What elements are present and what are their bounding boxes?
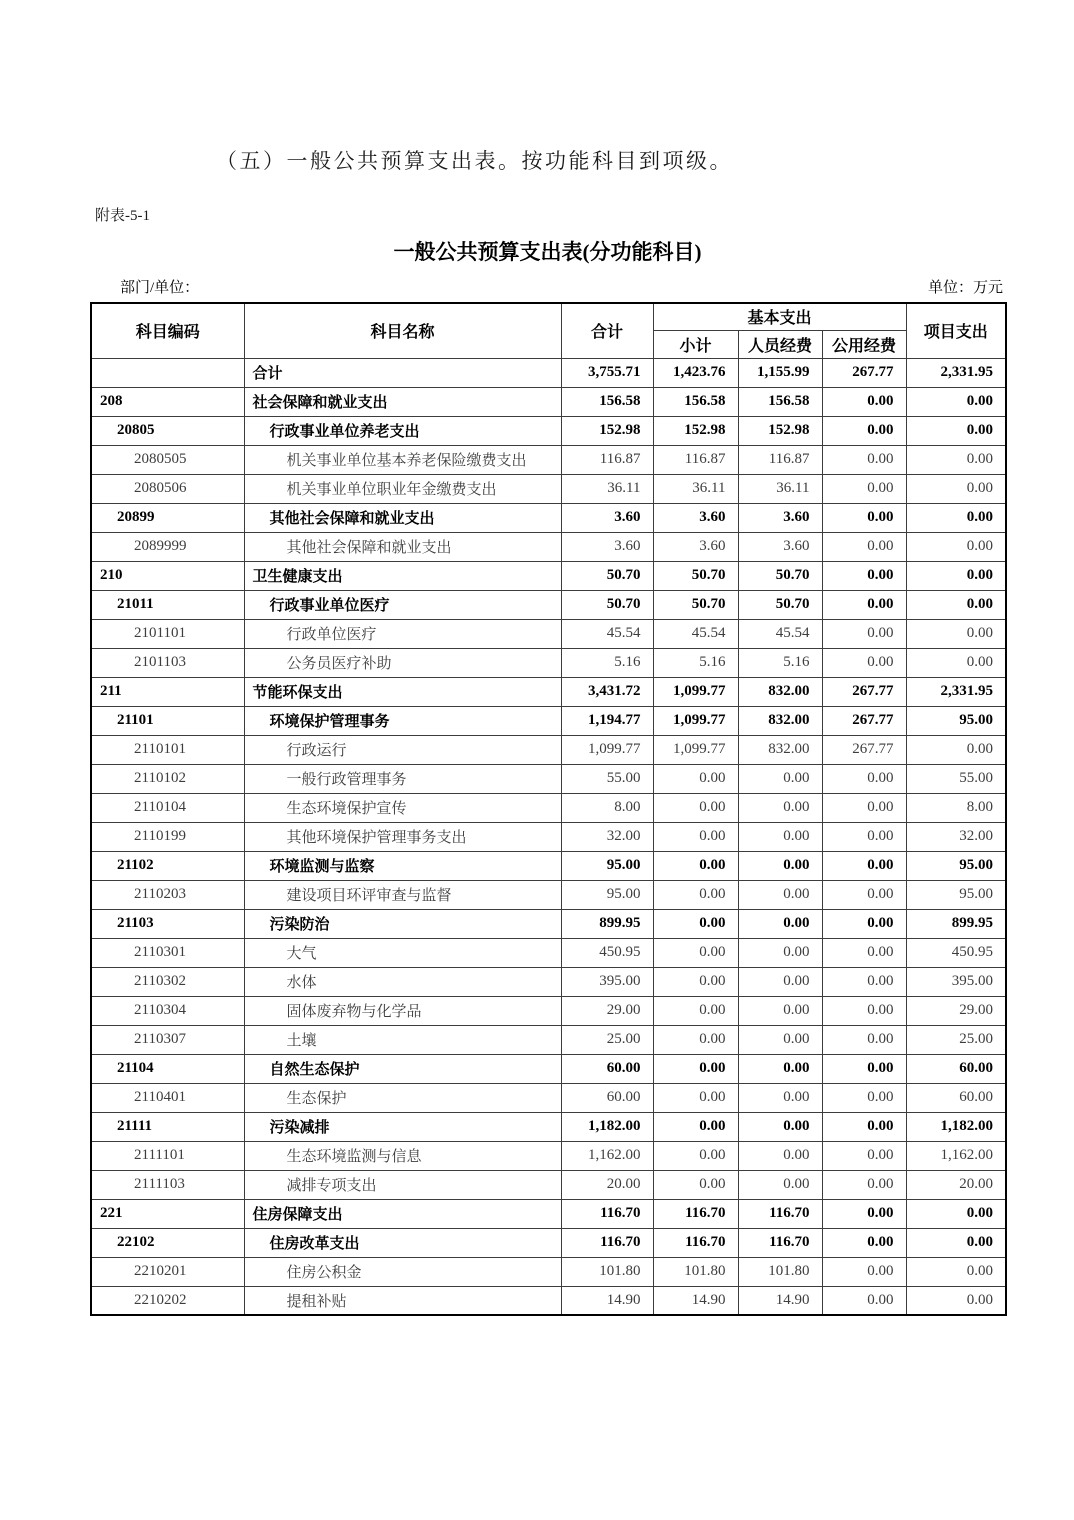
cell-public: 0.00 [822, 851, 906, 880]
cell-project: 1,182.00 [906, 1112, 1006, 1141]
cell-project: 899.95 [906, 909, 1006, 938]
cell-total: 156.58 [561, 387, 653, 416]
cell-project: 1,162.00 [906, 1141, 1006, 1170]
cell-project: 25.00 [906, 1025, 1006, 1054]
cell-subject-code: 21103 [91, 909, 244, 938]
cell-project: 0.00 [906, 648, 1006, 677]
cell-subject-code: 21101 [91, 706, 244, 735]
cell-basic-subtotal: 0.00 [653, 996, 738, 1025]
cell-project: 29.00 [906, 996, 1006, 1025]
cell-public: 0.00 [822, 1170, 906, 1199]
cell-subject-name: 土壤 [244, 1025, 561, 1054]
cell-public: 0.00 [822, 590, 906, 619]
cell-basic-subtotal: 36.11 [653, 474, 738, 503]
header-public: 公用经费 [822, 330, 906, 358]
cell-total: 152.98 [561, 416, 653, 445]
cell-subject-code: 2111103 [91, 1170, 244, 1199]
cell-total: 29.00 [561, 996, 653, 1025]
cell-total: 25.00 [561, 1025, 653, 1054]
cell-total: 5.16 [561, 648, 653, 677]
table-row [91, 387, 1006, 416]
cell-personnel: 152.98 [738, 416, 822, 445]
cell-basic-subtotal: 0.00 [653, 793, 738, 822]
table-row [91, 880, 1006, 909]
table-row [91, 1199, 1006, 1228]
table-row [91, 735, 1006, 764]
cell-basic-subtotal: 116.70 [653, 1228, 738, 1257]
cell-personnel: 0.00 [738, 851, 822, 880]
cell-public: 0.00 [822, 1083, 906, 1112]
cell-project: 60.00 [906, 1083, 1006, 1112]
cell-personnel: 14.90 [738, 1286, 822, 1315]
cell-personnel: 0.00 [738, 1141, 822, 1170]
cell-subject-code: 2110104 [91, 793, 244, 822]
cell-public: 267.77 [822, 706, 906, 735]
cell-project: 2,331.95 [906, 677, 1006, 706]
header-total: 合计 [561, 303, 653, 358]
cell-project: 95.00 [906, 880, 1006, 909]
cell-subject-name: 其他社会保障和就业支出 [244, 503, 561, 532]
cell-personnel: 832.00 [738, 706, 822, 735]
cell-personnel: 116.70 [738, 1228, 822, 1257]
cell-basic-subtotal: 1,423.76 [653, 358, 738, 387]
cell-public: 267.77 [822, 358, 906, 387]
cell-subject-code: 2080505 [91, 445, 244, 474]
cell-subject-name: 生态环境保护宣传 [244, 793, 561, 822]
cell-subject-code: 21104 [91, 1054, 244, 1083]
cell-personnel: 156.58 [738, 387, 822, 416]
table-row [91, 1286, 1006, 1315]
cell-subject-code: 2080506 [91, 474, 244, 503]
cell-public: 0.00 [822, 648, 906, 677]
cell-subject-code: 210 [91, 561, 244, 590]
cell-project: 8.00 [906, 793, 1006, 822]
cell-personnel: 116.70 [738, 1199, 822, 1228]
cell-basic-subtotal: 0.00 [653, 851, 738, 880]
cell-basic-subtotal: 45.54 [653, 619, 738, 648]
cell-subject-name: 社会保障和就业支出 [244, 387, 561, 416]
cell-total: 45.54 [561, 619, 653, 648]
cell-public: 267.77 [822, 735, 906, 764]
cell-public: 0.00 [822, 387, 906, 416]
cell-total: 95.00 [561, 880, 653, 909]
cell-basic-subtotal: 0.00 [653, 1141, 738, 1170]
cell-project: 0.00 [906, 416, 1006, 445]
table-header [91, 303, 1006, 358]
cell-public: 0.00 [822, 532, 906, 561]
table-row [91, 909, 1006, 938]
section-heading: （五）一般公共预算支出表。按功能科目到项级。 [216, 149, 733, 173]
table-row [91, 1025, 1006, 1054]
cell-subject-name: 水体 [244, 967, 561, 996]
cell-total: 116.87 [561, 445, 653, 474]
cell-subject-code: 21102 [91, 851, 244, 880]
cell-public: 0.00 [822, 1257, 906, 1286]
cell-subject-code: 208 [91, 387, 244, 416]
cell-subject-code: 21111 [91, 1112, 244, 1141]
cell-subject-name: 机关事业单位职业年金缴费支出 [244, 474, 561, 503]
table-row [91, 706, 1006, 735]
cell-subject-name: 自然生态保护 [244, 1054, 561, 1083]
cell-basic-subtotal: 0.00 [653, 1025, 738, 1054]
cell-subject-name: 公务员医疗补助 [244, 648, 561, 677]
cell-basic-subtotal: 116.70 [653, 1199, 738, 1228]
table-row [91, 1083, 1006, 1112]
cell-subject-name: 行政事业单位养老支出 [244, 416, 561, 445]
cell-project: 0.00 [906, 619, 1006, 648]
cell-subject-code: 221 [91, 1199, 244, 1228]
cell-total: 1,182.00 [561, 1112, 653, 1141]
cell-subject-name: 大气 [244, 938, 561, 967]
table-row [91, 996, 1006, 1025]
cell-public: 0.00 [822, 1228, 906, 1257]
table-row [91, 938, 1006, 967]
table-row [91, 793, 1006, 822]
cell-public: 0.00 [822, 1199, 906, 1228]
table-row [91, 648, 1006, 677]
cell-total: 20.00 [561, 1170, 653, 1199]
cell-project: 0.00 [906, 532, 1006, 561]
cell-subject-code: 21011 [91, 590, 244, 619]
cell-subject-code: 2110101 [91, 735, 244, 764]
cell-public: 0.00 [822, 619, 906, 648]
table-row [91, 967, 1006, 996]
cell-project: 0.00 [906, 561, 1006, 590]
cell-subject-code: 2110304 [91, 996, 244, 1025]
unit-label: 单位：万元 [927, 280, 1003, 296]
cell-basic-subtotal: 0.00 [653, 764, 738, 793]
cell-subject-name: 减排专项支出 [244, 1170, 561, 1199]
cell-subject-name: 提租补贴 [244, 1286, 561, 1315]
cell-subject-code: 2101101 [91, 619, 244, 648]
cell-basic-subtotal: 50.70 [653, 590, 738, 619]
cell-project: 0.00 [906, 503, 1006, 532]
cell-subject-name: 住房公积金 [244, 1257, 561, 1286]
cell-subject-code: 20805 [91, 416, 244, 445]
cell-personnel: 0.00 [738, 1054, 822, 1083]
cell-total: 36.11 [561, 474, 653, 503]
cell-basic-subtotal: 0.00 [653, 1054, 738, 1083]
cell-subject-code: 211 [91, 677, 244, 706]
cell-total: 1,099.77 [561, 735, 653, 764]
table-row [91, 1228, 1006, 1257]
cell-basic-subtotal: 14.90 [653, 1286, 738, 1315]
cell-project: 95.00 [906, 851, 1006, 880]
cell-project: 0.00 [906, 590, 1006, 619]
cell-total: 32.00 [561, 822, 653, 851]
header-code: 科目编码 [91, 303, 244, 358]
cell-total: 8.00 [561, 793, 653, 822]
cell-total: 14.90 [561, 1286, 653, 1315]
cell-basic-subtotal: 3.60 [653, 532, 738, 561]
cell-project: 60.00 [906, 1054, 1006, 1083]
cell-subject-name: 住房保障支出 [244, 1199, 561, 1228]
cell-public: 0.00 [822, 764, 906, 793]
header-project: 项目支出 [906, 303, 1006, 358]
cell-project: 0.00 [906, 735, 1006, 764]
cell-project: 20.00 [906, 1170, 1006, 1199]
cell-basic-subtotal: 50.70 [653, 561, 738, 590]
cell-total: 55.00 [561, 764, 653, 793]
cell-subject-code: 2089999 [91, 532, 244, 561]
header-basic-subtotal: 小计 [653, 330, 738, 358]
cell-public: 0.00 [822, 1141, 906, 1170]
cell-basic-subtotal: 152.98 [653, 416, 738, 445]
table-row [91, 503, 1006, 532]
cell-project: 95.00 [906, 706, 1006, 735]
cell-subject-name: 固体废弃物与化学品 [244, 996, 561, 1025]
cell-total: 1,162.00 [561, 1141, 653, 1170]
cell-subject-name: 节能环保支出 [244, 677, 561, 706]
cell-total: 450.95 [561, 938, 653, 967]
cell-basic-subtotal: 5.16 [653, 648, 738, 677]
cell-personnel: 45.54 [738, 619, 822, 648]
table-row [91, 590, 1006, 619]
cell-personnel: 832.00 [738, 677, 822, 706]
cell-basic-subtotal: 116.87 [653, 445, 738, 474]
table-row [91, 851, 1006, 880]
cell-public: 0.00 [822, 416, 906, 445]
cell-subject-code [91, 358, 244, 387]
cell-personnel: 0.00 [738, 793, 822, 822]
cell-basic-subtotal: 0.00 [653, 880, 738, 909]
cell-subject-name: 行政单位医疗 [244, 619, 561, 648]
cell-personnel: 1,155.99 [738, 358, 822, 387]
table-row [91, 1257, 1006, 1286]
cell-basic-subtotal: 0.00 [653, 938, 738, 967]
cell-project: 0.00 [906, 445, 1006, 474]
cell-basic-subtotal: 156.58 [653, 387, 738, 416]
cell-public: 0.00 [822, 503, 906, 532]
cell-project: 0.00 [906, 1228, 1006, 1257]
cell-basic-subtotal: 1,099.77 [653, 706, 738, 735]
cell-subject-name: 污染减排 [244, 1112, 561, 1141]
cell-subject-code: 2110307 [91, 1025, 244, 1054]
cell-subject-name: 环境监测与监察 [244, 851, 561, 880]
cell-basic-subtotal: 0.00 [653, 1083, 738, 1112]
cell-public: 0.00 [822, 967, 906, 996]
table-row [91, 474, 1006, 503]
table-row [91, 764, 1006, 793]
cell-subject-code: 2110203 [91, 880, 244, 909]
cell-personnel: 5.16 [738, 648, 822, 677]
cell-total: 3,431.72 [561, 677, 653, 706]
table-row [91, 1112, 1006, 1141]
cell-personnel: 50.70 [738, 590, 822, 619]
cell-project: 395.00 [906, 967, 1006, 996]
cell-personnel: 0.00 [738, 764, 822, 793]
cell-personnel: 0.00 [738, 967, 822, 996]
cell-total: 116.70 [561, 1228, 653, 1257]
cell-basic-subtotal: 0.00 [653, 967, 738, 996]
annex-label: 附表-5-1 [95, 208, 150, 224]
cell-subject-name: 行政事业单位医疗 [244, 590, 561, 619]
cell-personnel: 0.00 [738, 822, 822, 851]
cell-personnel: 0.00 [738, 1025, 822, 1054]
cell-subject-name: 机关事业单位基本养老保险缴费支出 [244, 445, 561, 474]
cell-public: 0.00 [822, 1112, 906, 1141]
cell-public: 0.00 [822, 909, 906, 938]
cell-total: 116.70 [561, 1199, 653, 1228]
page-title: 一般公共预算支出表(分功能科目) [393, 240, 702, 264]
cell-subject-name: 生态环境监测与信息 [244, 1141, 561, 1170]
cell-subject-name: 其他环境保护管理事务支出 [244, 822, 561, 851]
header-name: 科目名称 [244, 303, 561, 358]
cell-total: 395.00 [561, 967, 653, 996]
cell-subject-name: 卫生健康支出 [244, 561, 561, 590]
cell-personnel: 36.11 [738, 474, 822, 503]
cell-personnel: 0.00 [738, 1112, 822, 1141]
cell-total: 3.60 [561, 532, 653, 561]
cell-total: 60.00 [561, 1054, 653, 1083]
cell-project: 55.00 [906, 764, 1006, 793]
cell-subject-code: 2210202 [91, 1286, 244, 1315]
cell-total: 50.70 [561, 561, 653, 590]
cell-basic-subtotal: 1,099.77 [653, 735, 738, 764]
cell-personnel: 0.00 [738, 880, 822, 909]
cell-personnel: 0.00 [738, 1170, 822, 1199]
cell-personnel: 116.87 [738, 445, 822, 474]
cell-project: 0.00 [906, 1199, 1006, 1228]
cell-personnel: 0.00 [738, 1083, 822, 1112]
cell-project: 32.00 [906, 822, 1006, 851]
cell-basic-subtotal: 1,099.77 [653, 677, 738, 706]
cell-personnel: 832.00 [738, 735, 822, 764]
cell-subject-name: 建设项目环评审查与监督 [244, 880, 561, 909]
cell-subject-code: 2210201 [91, 1257, 244, 1286]
table-row [91, 1141, 1006, 1170]
cell-project: 2,331.95 [906, 358, 1006, 387]
cell-subject-code: 2111101 [91, 1141, 244, 1170]
cell-subject-code: 2110301 [91, 938, 244, 967]
cell-basic-subtotal: 0.00 [653, 1112, 738, 1141]
cell-basic-subtotal: 0.00 [653, 1170, 738, 1199]
cell-public: 0.00 [822, 996, 906, 1025]
table-row [91, 822, 1006, 851]
cell-basic-subtotal: 0.00 [653, 822, 738, 851]
cell-public: 0.00 [822, 1025, 906, 1054]
cell-public: 0.00 [822, 474, 906, 503]
cell-total: 101.80 [561, 1257, 653, 1286]
table-row [91, 677, 1006, 706]
cell-public: 0.00 [822, 938, 906, 967]
cell-personnel: 3.60 [738, 503, 822, 532]
table-row [91, 358, 1006, 387]
cell-project: 0.00 [906, 387, 1006, 416]
cell-total: 50.70 [561, 590, 653, 619]
cell-basic-subtotal: 101.80 [653, 1257, 738, 1286]
cell-subject-name: 环境保护管理事务 [244, 706, 561, 735]
cell-subject-name: 行政运行 [244, 735, 561, 764]
cell-personnel: 0.00 [738, 938, 822, 967]
department-label: 部门/单位： [120, 280, 200, 296]
cell-subject-code: 20899 [91, 503, 244, 532]
cell-subject-name: 住房改革支出 [244, 1228, 561, 1257]
table-row [91, 619, 1006, 648]
table-body [91, 358, 1006, 1315]
cell-total: 1,194.77 [561, 706, 653, 735]
table-row [91, 561, 1006, 590]
cell-subject-code: 2101103 [91, 648, 244, 677]
cell-subject-name: 合计 [244, 358, 561, 387]
cell-basic-subtotal: 0.00 [653, 909, 738, 938]
cell-subject-code: 2110102 [91, 764, 244, 793]
cell-public: 0.00 [822, 1054, 906, 1083]
cell-basic-subtotal: 3.60 [653, 503, 738, 532]
cell-personnel: 50.70 [738, 561, 822, 590]
cell-personnel: 101.80 [738, 1257, 822, 1286]
cell-subject-name: 其他社会保障和就业支出 [244, 532, 561, 561]
cell-public: 267.77 [822, 677, 906, 706]
header-basic-group: 基本支出 [653, 303, 906, 330]
cell-project: 0.00 [906, 1257, 1006, 1286]
cell-public: 0.00 [822, 793, 906, 822]
table-row [91, 532, 1006, 561]
budget-table [90, 302, 1007, 1316]
table-row [91, 416, 1006, 445]
cell-personnel: 3.60 [738, 532, 822, 561]
cell-total: 95.00 [561, 851, 653, 880]
cell-subject-code: 2110302 [91, 967, 244, 996]
cell-public: 0.00 [822, 822, 906, 851]
cell-project: 0.00 [906, 1286, 1006, 1315]
cell-public: 0.00 [822, 445, 906, 474]
cell-total: 3.60 [561, 503, 653, 532]
cell-subject-code: 22102 [91, 1228, 244, 1257]
cell-subject-name: 污染防治 [244, 909, 561, 938]
cell-project: 0.00 [906, 474, 1006, 503]
cell-personnel: 0.00 [738, 996, 822, 1025]
table-row [91, 445, 1006, 474]
cell-public: 0.00 [822, 1286, 906, 1315]
cell-project: 450.95 [906, 938, 1006, 967]
table-row [91, 1054, 1006, 1083]
cell-total: 899.95 [561, 909, 653, 938]
cell-total: 3,755.71 [561, 358, 653, 387]
cell-subject-name: 一般行政管理事务 [244, 764, 561, 793]
cell-personnel: 0.00 [738, 909, 822, 938]
cell-public: 0.00 [822, 561, 906, 590]
table-row [91, 1170, 1006, 1199]
cell-subject-code: 2110199 [91, 822, 244, 851]
header-personnel: 人员经费 [738, 330, 822, 358]
cell-subject-name: 生态保护 [244, 1083, 561, 1112]
cell-public: 0.00 [822, 880, 906, 909]
cell-total: 60.00 [561, 1083, 653, 1112]
cell-subject-code: 2110401 [91, 1083, 244, 1112]
